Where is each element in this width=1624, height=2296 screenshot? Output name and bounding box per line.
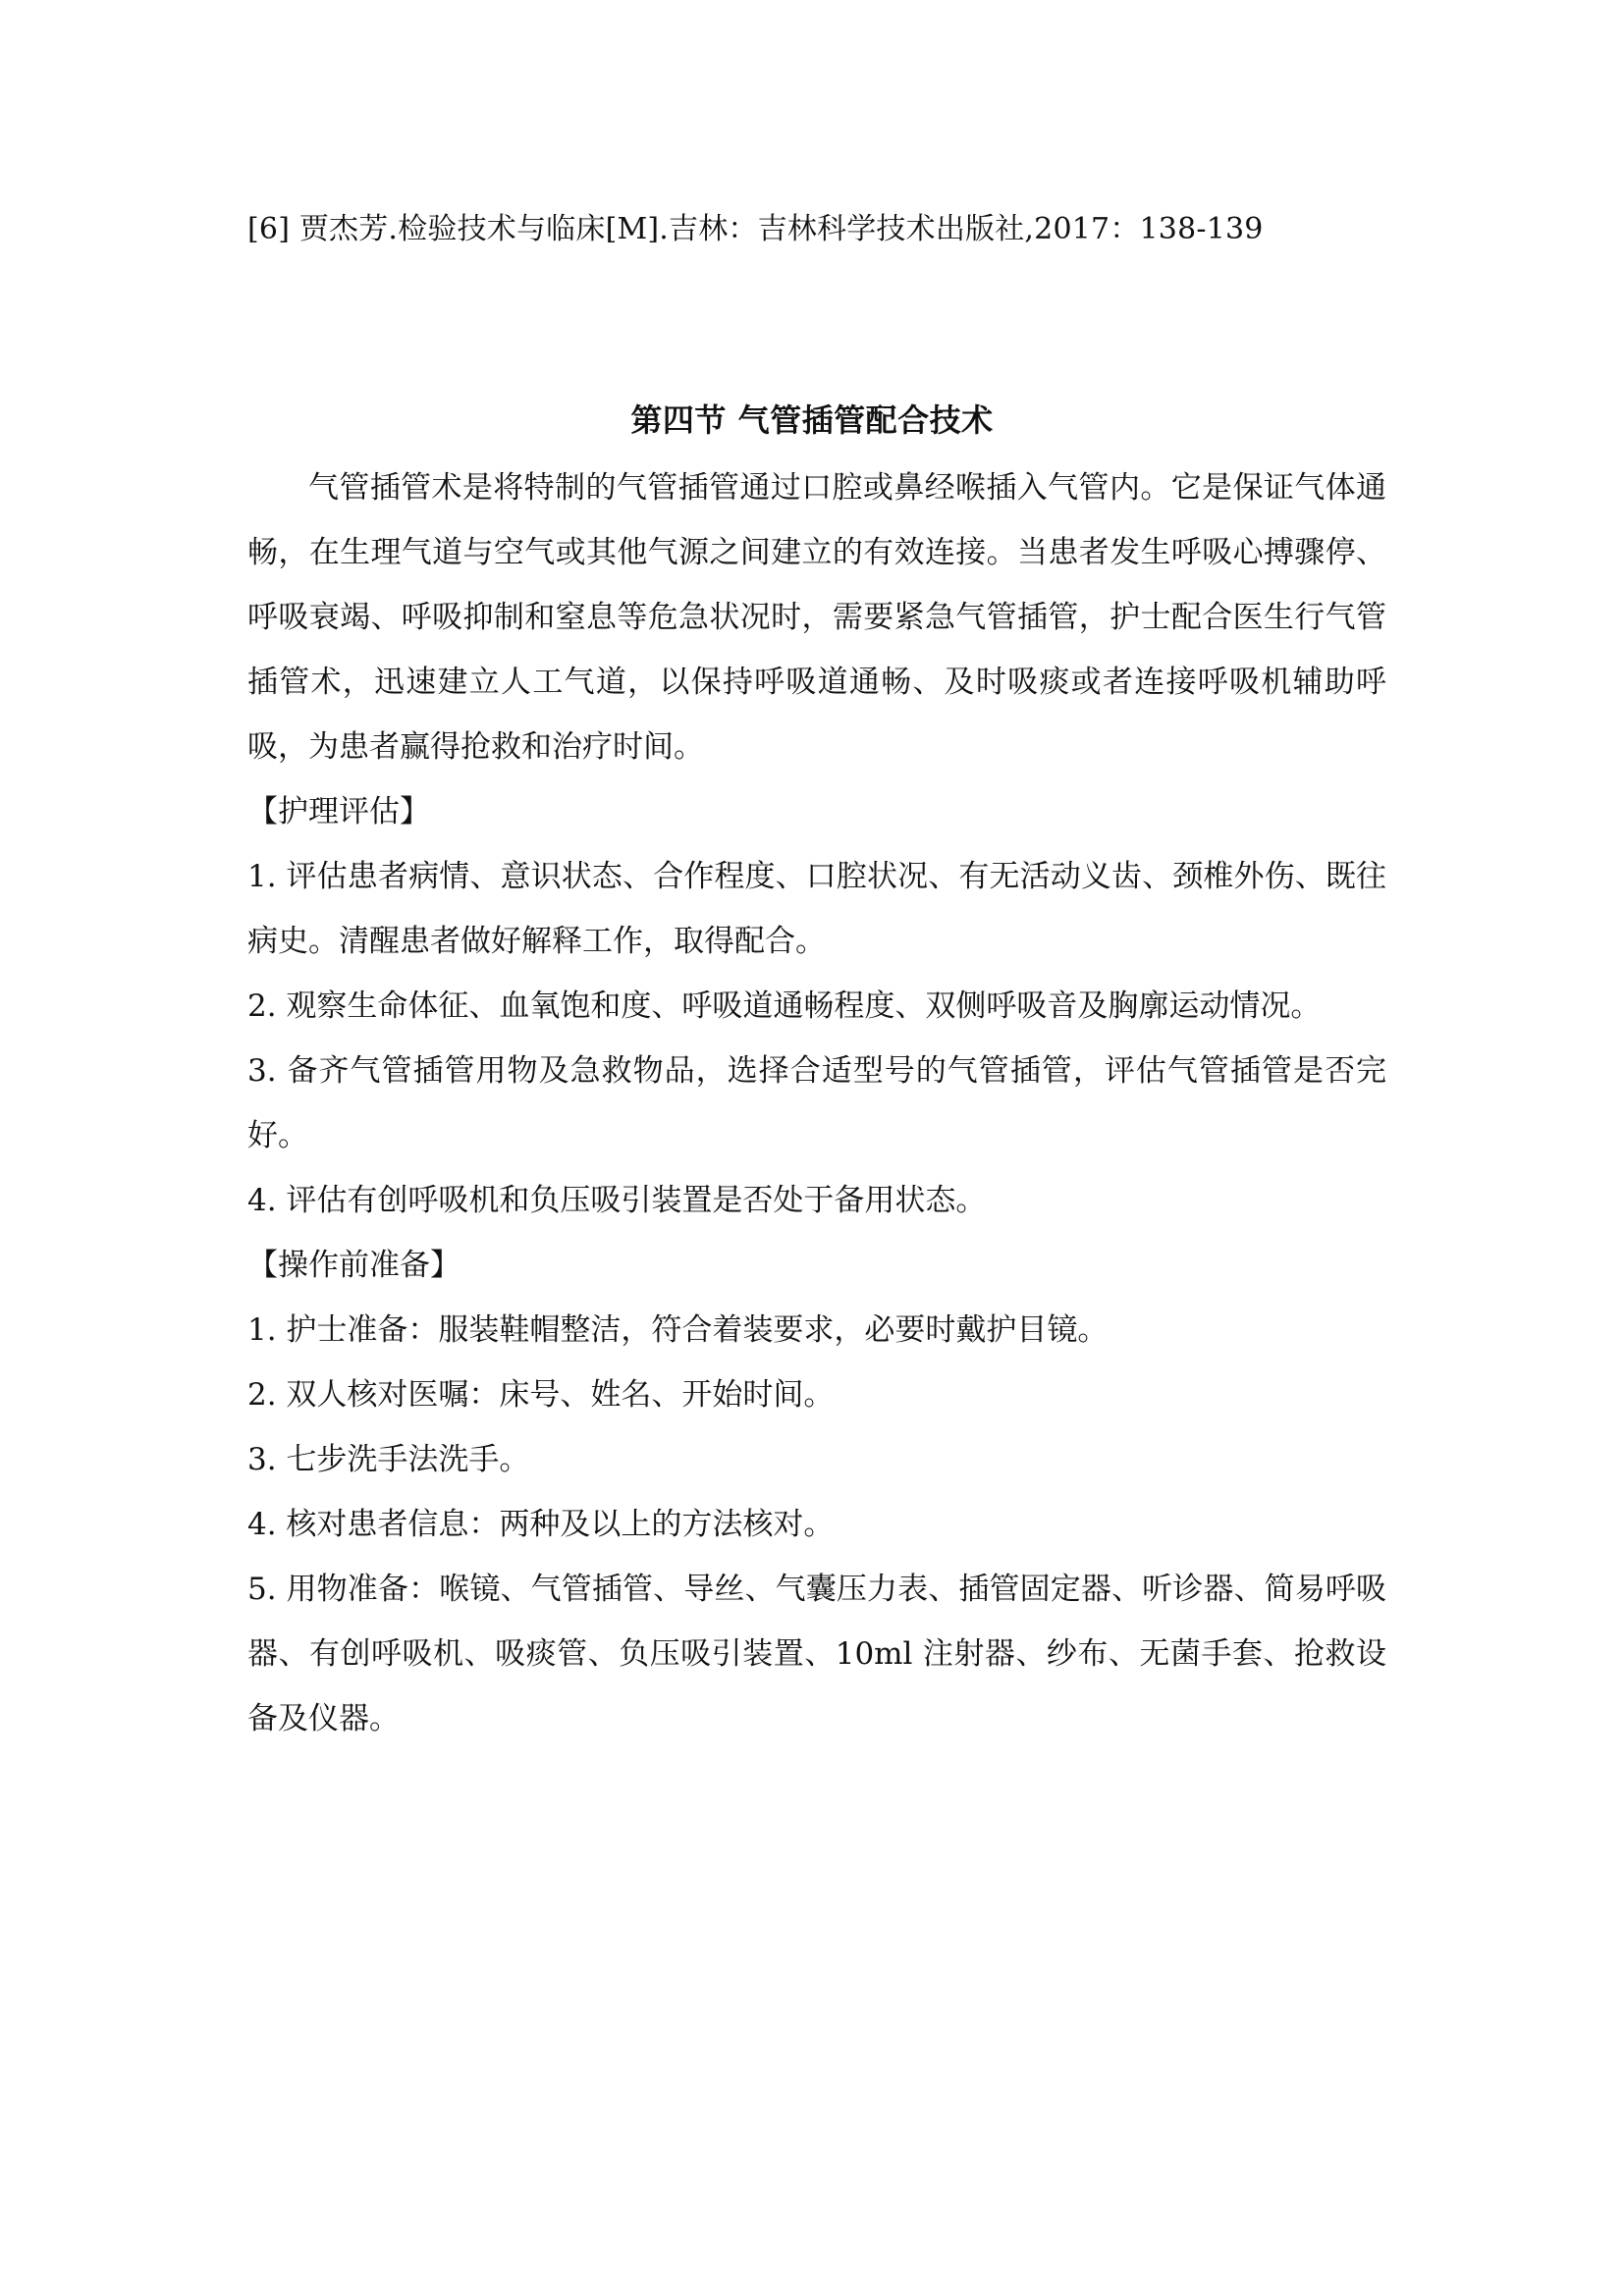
intro-paragraph: 气管插管术是将特制的气管插管通过口腔或鼻经喉插入气管内。它是保证气体通畅，在生理气道与空气或其他气源之间建立的有效连接。当患者发生呼吸心搏骤停、呼吸衰竭、呼吸抑制和窒息等危急状况时，需要紧急气管插管，护士配合医生行气管插管术，迅速建立人工气道，以保持呼吸道通畅、及时吸痰或者连接呼吸机辅助呼吸，为患者赢得抢救和治疗时间。 <box>247 470 1386 765</box>
preparation-item: 5. 用物准备：喉镜、气管插管、导丝、气囊压力表、插管固定器、听诊器、简易呼吸器、有创呼吸机、吸痰管、负压吸引装置、10ml 注射器、纱布、无菌手套、抢救设备及仪器。 <box>247 1572 1386 1736</box>
preparation-item: 4. 核对患者信息：两种及以上的方法核对。 <box>247 1507 835 1542</box>
preparation-item: 2. 双人核对医嘱：床号、姓名、开始时间。 <box>247 1377 835 1413</box>
assessment-item: 2. 观察生命体征、血氧饱和度、呼吸道通畅程度、双侧呼吸音及胸廓运动情况。 <box>247 988 1322 1024</box>
section-title: 第四节 气管插管配合技术 <box>630 401 994 439</box>
assessment-item: 3. 备齐气管插管用物及急救物品，选择合适型号的气管插管，评估气管插管是否完好。 <box>247 1053 1386 1153</box>
assessment-item: 1. 评估患者病情、意识状态、合作程度、口腔状况、有无活动义齿、颈椎外伤、既往病史。清醒患者做好解释工作，取得配合。 <box>247 859 1386 959</box>
section-content <box>247 455 1386 1751</box>
preparation-item: 3. 七步洗手法洗手。 <box>247 1442 530 1477</box>
preparation-item: 1. 护士准备：服装鞋帽整洁，符合着装要求，必要时戴护目镜。 <box>247 1312 1109 1348</box>
assessment-item: 4. 评估有创呼吸机和负压吸引装置是否处于备用状态。 <box>247 1183 987 1218</box>
assessment-heading: 【护理评估】 <box>247 794 430 829</box>
reference-entry: [6] 贾杰芳.检验技术与临床[M].吉林：吉林科学技术出版社,2017：138-139 <box>247 212 1264 246</box>
preparation-heading: 【操作前准备】 <box>247 1248 460 1283</box>
